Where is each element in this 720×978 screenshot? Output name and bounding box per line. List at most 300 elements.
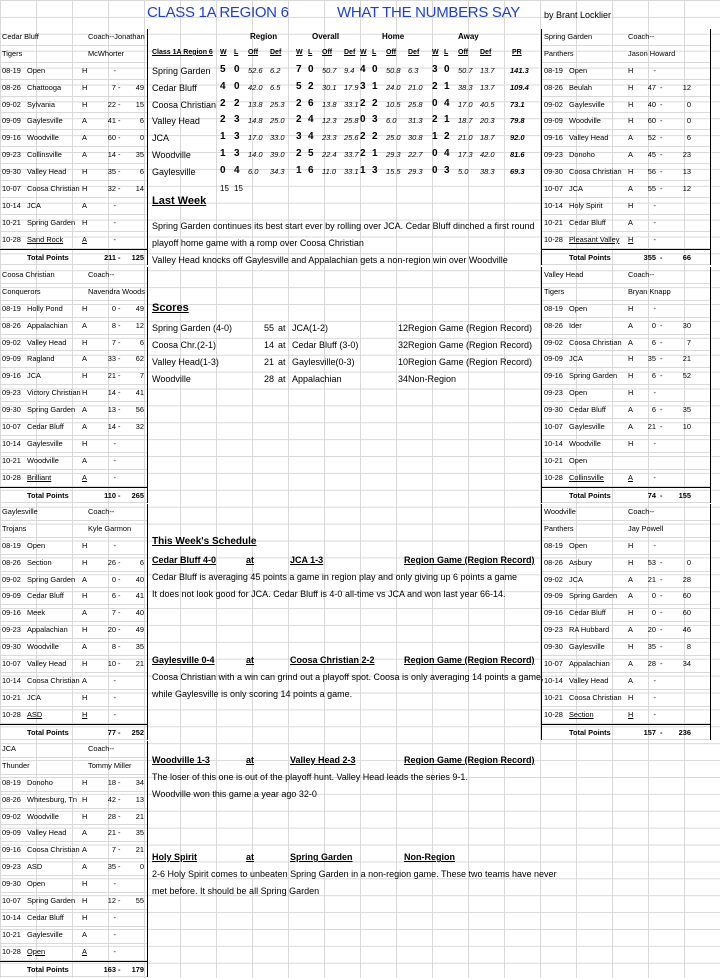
game-opponent: Open [27, 65, 46, 75]
game-date: 10-07 [544, 184, 563, 194]
score-for: 21 [107, 828, 116, 838]
game-opponent: Gaylesville [27, 116, 63, 126]
home-away: H [628, 642, 634, 652]
standings-hw: 0 [360, 114, 366, 126]
score-s1: 14 [263, 339, 274, 350]
standings-odef: 25.8 [344, 116, 359, 126]
game-row [542, 63, 710, 80]
game-date: 10-21 [544, 217, 563, 227]
game-row [0, 690, 147, 707]
home-away: H [628, 82, 634, 92]
team-name: Woodville [544, 507, 576, 516]
standings-hl: 0 [372, 63, 378, 75]
standings-pr: 92.0 [510, 133, 525, 143]
game-opponent: Coosa Christian [27, 845, 80, 855]
score-for: 6 [651, 337, 656, 347]
score-for: - [653, 540, 656, 550]
standings-rw: 1 [220, 131, 226, 143]
score-for: - [653, 692, 656, 702]
game-date: 10-21 [2, 692, 21, 702]
matchup-t1: Gaylesville 0-4 [152, 655, 215, 665]
game-date: 10-28 [544, 234, 563, 244]
game-date: 09-16 [544, 608, 563, 618]
game-row [542, 470, 710, 487]
game-row [0, 572, 147, 589]
team-header-row [0, 267, 147, 284]
standings-rl: 0 [234, 63, 240, 75]
home-away: H [628, 371, 634, 381]
coach-name: Bryan Knapp [628, 286, 671, 296]
home-away: A [82, 234, 87, 244]
standings-al: 4 [444, 97, 450, 109]
coach-label: Coach-- [88, 507, 115, 516]
score-dash: - [118, 811, 121, 821]
standings-ooff: 22.4 [322, 150, 337, 160]
score-s2: 32 [397, 339, 408, 350]
game-row [542, 673, 710, 690]
total-pa: 125 [131, 252, 144, 262]
home-away: A [628, 625, 633, 635]
game-row [0, 181, 147, 198]
standings-hoff: 50.8 [386, 65, 401, 75]
standings-row [150, 97, 538, 114]
score-for: - [653, 303, 656, 313]
score-t2: Cedar Bluff (3-0) [292, 339, 359, 350]
game-row [542, 113, 710, 130]
score-for: 26 [107, 557, 116, 567]
schedule-note-line: Coosa Christian with a win can grind out a playoff spot. Coosa is only averaging 14 points a game, [152, 671, 544, 682]
game-date: 09-16 [2, 845, 21, 855]
game-row [542, 402, 710, 419]
home-away: A [82, 946, 87, 956]
game-date: 10-07 [544, 422, 563, 432]
standings-ooff: 11.0 [322, 167, 337, 177]
score-t2: Gaylesville(0-3) [292, 356, 355, 367]
home-away: A [628, 659, 633, 669]
standings-table [150, 29, 538, 198]
game-row [542, 538, 710, 555]
score-dash: - [118, 184, 121, 194]
score-for: 12 [107, 896, 116, 906]
col-header-label: Class 1A Region 6 [152, 48, 213, 56]
game-opponent: Appalachian [569, 659, 610, 669]
score-note: Non-Region [408, 373, 457, 384]
score-for: 52 [647, 133, 656, 143]
team-name: Gaylesville [2, 507, 38, 516]
total-pa: 265 [131, 490, 144, 500]
standings-adef: 18.7 [480, 133, 495, 143]
score-against: 34 [682, 659, 691, 669]
game-row [542, 656, 710, 673]
game-row [542, 368, 710, 385]
game-opponent: Valley Head [27, 167, 67, 177]
game-opponent: JCA [27, 371, 41, 381]
score-dash: - [118, 82, 121, 92]
game-date: 09-23 [2, 388, 21, 398]
game-opponent: Ragland [27, 354, 55, 364]
score-dash: - [660, 354, 663, 364]
coach-name: Jason Howard [628, 48, 676, 58]
total-pa: 155 [678, 490, 691, 500]
standings-al: 1 [444, 80, 450, 92]
score-dash: - [118, 557, 121, 567]
game-date: 10-14 [544, 200, 563, 210]
score-dash: - [660, 659, 663, 669]
game-date: 10-28 [2, 709, 21, 719]
score-dash: - [118, 490, 121, 500]
score-against: 14 [135, 184, 144, 194]
game-date: 09-02 [2, 811, 21, 821]
score-note: Region Game (Region Record) [408, 339, 533, 350]
total-pf: 355 [643, 252, 656, 262]
standings-team: Gaylesville [152, 167, 196, 178]
game-date: 08-19 [2, 777, 21, 787]
home-away: H [82, 167, 88, 177]
team-nickname: Trojans [2, 523, 27, 533]
standings-odef: 33.1 [344, 167, 359, 177]
game-date: 09-30 [2, 879, 21, 889]
standings-hdef: 25.8 [408, 99, 423, 109]
col-header-w: W [360, 48, 367, 56]
game-row [0, 639, 147, 656]
game-date: 09-02 [2, 99, 21, 109]
game-opponent: Asbury [569, 557, 593, 567]
standings-rw: 1 [220, 148, 226, 160]
score-against: 32 [135, 422, 144, 432]
score-against: 0 [139, 133, 144, 143]
game-row [542, 707, 710, 724]
game-row [0, 605, 147, 622]
coach-label: Coach-- [628, 32, 655, 41]
home-away: A [628, 133, 633, 143]
game-date: 10-21 [544, 455, 563, 465]
matchup-at: at [246, 755, 255, 765]
score-against: 60 [682, 608, 691, 618]
standings-aoff: 38.3 [458, 82, 473, 92]
game-row [0, 470, 147, 487]
score-for: 21 [647, 574, 656, 584]
standings-hdef: 6.3 [408, 65, 419, 75]
score-for: 28 [107, 811, 116, 821]
score-against: 41 [135, 388, 144, 398]
game-date: 10-14 [544, 675, 563, 685]
standings-ow: 5 [296, 80, 302, 92]
standings-roff: 42.0 [248, 82, 263, 92]
score-for: - [113, 912, 116, 922]
schedule-note-line: The loser of this one is out of the playoff hunt. Valley Head leads the series 9-1. [152, 771, 468, 782]
standings-rl: 3 [234, 148, 240, 160]
game-row [542, 181, 710, 198]
score-for: 0 [651, 320, 656, 330]
col-header-w: W [432, 48, 439, 56]
game-opponent: Woodville [569, 438, 601, 448]
score-for: 8 [111, 642, 116, 652]
game-date: 09-30 [2, 405, 21, 415]
standings-pr: 81.6 [510, 150, 525, 160]
score-dash: - [660, 150, 663, 160]
standings-row [150, 147, 538, 164]
game-opponent: Woodville [569, 116, 601, 126]
score-against: 21 [135, 811, 144, 821]
score-for: 6 [111, 591, 116, 601]
home-away: A [82, 405, 87, 415]
game-row [542, 588, 710, 605]
score-for: - [113, 234, 116, 244]
col-header-off: Off [386, 48, 397, 56]
game-date: 09-30 [544, 167, 563, 177]
standings-rw: 4 [220, 80, 226, 92]
game-row [0, 97, 147, 114]
game-row [542, 198, 710, 215]
score-dash: - [660, 490, 663, 500]
score-note: Region Game (Region Record) [408, 356, 533, 367]
game-row [542, 419, 710, 436]
score-dash: - [118, 388, 121, 398]
home-away: A [628, 337, 633, 347]
score-against: 13 [135, 794, 144, 804]
game-date: 09-09 [544, 591, 563, 601]
score-dash: - [118, 116, 121, 126]
standings-ooff: 13.8 [322, 99, 337, 109]
home-away: A [628, 320, 633, 330]
score-dash: - [660, 167, 663, 177]
score-dash: - [118, 964, 121, 974]
home-away: H [628, 540, 634, 550]
score-row [152, 354, 540, 371]
game-opponent: Spring Garden [27, 896, 76, 906]
standings-adef: 40.5 [480, 99, 495, 109]
last-week-line: Spring Garden continues its best start ever by rolling over JCA. Cedar Bluff dinched a first round [152, 221, 535, 231]
score-dash: - [118, 659, 121, 669]
game-date: 09-23 [544, 150, 563, 160]
score-against: 7 [139, 371, 144, 381]
game-opponent: Donoho [569, 150, 595, 160]
game-opponent: Coosa Christian [27, 184, 80, 194]
game-opponent: Gaylesville [569, 642, 605, 652]
game-opponent: Coosa Christian [569, 337, 622, 347]
game-date: 09-30 [544, 405, 563, 415]
score-s2: 12 [397, 323, 408, 333]
game-opponent: JCA [27, 200, 41, 210]
home-away: A [628, 405, 633, 415]
standings-hw: 1 [360, 165, 366, 177]
game-opponent: Coosa Christian [27, 675, 80, 685]
team-subheader-row [0, 758, 147, 775]
score-dash: - [118, 896, 121, 906]
game-row [542, 436, 710, 453]
game-row [0, 232, 147, 249]
game-row [0, 622, 147, 639]
home-away: H [82, 896, 88, 906]
standings-aoff: 50.7 [458, 65, 473, 75]
schedule-note-line: Cedar Bluff is averaging 45 points a game in region play and only giving up 6 points a game [152, 571, 518, 582]
score-dash: - [118, 99, 121, 109]
game-opponent: JCA [569, 574, 583, 584]
score-for: 56 [647, 167, 656, 177]
matchup-note: Non-Region [404, 852, 455, 862]
score-for: 35 [107, 167, 116, 177]
game-date: 10-14 [2, 438, 21, 448]
score-against: 34 [135, 777, 144, 787]
team-header-row [0, 29, 147, 46]
team-name: Spring Garden [544, 32, 593, 41]
col-header-def: Def [480, 48, 492, 56]
game-row [542, 622, 710, 639]
standings-team: Spring Garden [152, 65, 211, 76]
home-away: A [628, 422, 633, 432]
standings-ol: 5 [308, 148, 314, 160]
game-row [0, 80, 147, 97]
standings-odef: 17.9 [344, 82, 359, 92]
game-date: 10-21 [2, 929, 21, 939]
home-away: H [82, 337, 88, 347]
standings-hl: 2 [372, 131, 378, 143]
score-dash: - [118, 354, 121, 364]
game-opponent: Woodville [27, 642, 59, 652]
game-opponent: Cedar Bluff [569, 405, 606, 415]
standings-ow: 7 [296, 63, 302, 75]
score-dash: - [118, 625, 121, 635]
team-subheader-row [542, 521, 710, 538]
score-for: 35 [107, 862, 116, 872]
total-pa: 66 [682, 252, 691, 262]
home-away: A [82, 862, 87, 872]
score-against: 12 [682, 82, 691, 92]
standings-hoff: 24.0 [386, 82, 401, 92]
game-opponent: RA Hubbard [569, 625, 610, 635]
home-away: H [82, 65, 88, 75]
score-against: 52 [682, 371, 691, 381]
standings-rdef: 25.3 [270, 99, 285, 109]
score-dash: - [660, 405, 663, 415]
team-nickname: Conquerors [2, 286, 41, 296]
home-away: H [628, 709, 634, 719]
standings-aoff: 17.0 [458, 99, 473, 109]
score-for: 32 [107, 184, 116, 194]
game-row [0, 656, 147, 673]
game-opponent: Coosa Christian [569, 167, 622, 177]
col-header-off: Off [458, 48, 469, 56]
home-away: H [82, 184, 88, 194]
game-opponent: Pleasant Valley [569, 234, 620, 244]
home-away: A [82, 675, 87, 685]
team-name: Valley Head [544, 270, 584, 279]
standings-ol: 6 [308, 165, 314, 177]
score-for: - [113, 879, 116, 889]
standings-hdef: 22.7 [408, 150, 423, 160]
score-s1: 28 [263, 373, 274, 384]
total-label: Total Points [569, 252, 611, 262]
home-away: A [82, 150, 87, 160]
game-opponent: Victory Christian [27, 388, 81, 398]
game-opponent: Cedar Bluff [569, 608, 606, 618]
score-dash: - [118, 167, 121, 177]
standings-rw: 2 [220, 114, 226, 126]
game-date: 09-30 [544, 642, 563, 652]
standings-hdef: 30.8 [408, 133, 423, 143]
game-row [542, 147, 710, 164]
score-for: - [653, 472, 656, 482]
score-for: - [653, 675, 656, 685]
game-opponent: Sand Rock [27, 234, 64, 244]
score-for: 28 [647, 659, 656, 669]
total-label: Total Points [27, 727, 69, 737]
total-label: Total Points [569, 490, 611, 500]
score-for: 21 [107, 371, 116, 381]
game-row [0, 318, 147, 335]
game-row [542, 385, 710, 402]
schedule-matchup [152, 652, 542, 669]
game-opponent: Gaylesville [569, 422, 605, 432]
coach-label: Coach-- [88, 744, 115, 753]
game-row [0, 335, 147, 352]
score-for: 35 [647, 354, 656, 364]
score-for: 18 [107, 777, 116, 787]
standings-hoff: 6.0 [386, 116, 397, 126]
game-date: 09-23 [544, 388, 563, 398]
game-opponent: Open [27, 946, 46, 956]
standings-al: 0 [444, 63, 450, 75]
game-row [0, 910, 147, 927]
standings-aoff: 18.7 [458, 116, 473, 126]
total-row [542, 724, 710, 741]
game-opponent: Collinsville [27, 150, 62, 160]
game-row [0, 130, 147, 147]
score-for: 10 [107, 659, 116, 669]
standings-group-header [150, 29, 538, 46]
home-away: H [628, 557, 634, 567]
score-dash: - [660, 82, 663, 92]
home-away: H [628, 65, 634, 75]
home-away: H [628, 692, 634, 702]
score-against: 23 [682, 150, 691, 160]
total-pf: 157 [643, 727, 656, 737]
coach-name: McWhorter [88, 48, 125, 58]
game-opponent: Valley Head [27, 337, 67, 347]
score-for: 14 [107, 422, 116, 432]
home-away: H [82, 540, 88, 550]
team-nickname: Panthers [544, 523, 574, 533]
standings-ow: 2 [296, 97, 302, 109]
game-opponent: Valley Head [569, 675, 609, 685]
standings-roff: 14.0 [248, 150, 263, 160]
standings-hl: 1 [372, 80, 378, 92]
score-dash: - [118, 794, 121, 804]
score-against: 15 [135, 99, 144, 109]
total-label: Total Points [27, 252, 69, 262]
score-against: 21 [135, 845, 144, 855]
game-row [0, 436, 147, 453]
score-against: 12 [682, 184, 691, 194]
game-row [0, 351, 147, 368]
standings-rdef: 25.0 [270, 116, 285, 126]
matchup-note: Region Game (Region Record) [404, 555, 535, 565]
byline: by Brant Locklier [544, 10, 612, 20]
game-date: 08-26 [2, 794, 21, 804]
schedule-matchup [152, 552, 542, 569]
home-away: H [82, 371, 88, 381]
home-away: A [82, 929, 87, 939]
score-against: 35 [135, 642, 144, 652]
home-away: A [628, 472, 633, 482]
standings-hdef: 21.0 [408, 82, 423, 92]
home-away: H [628, 116, 634, 126]
game-date: 08-19 [544, 303, 563, 313]
standings-hw: 2 [360, 97, 366, 109]
standings-aw: 0 [432, 165, 438, 177]
coach-label: Coach-- [88, 270, 115, 279]
home-away: H [82, 709, 88, 719]
